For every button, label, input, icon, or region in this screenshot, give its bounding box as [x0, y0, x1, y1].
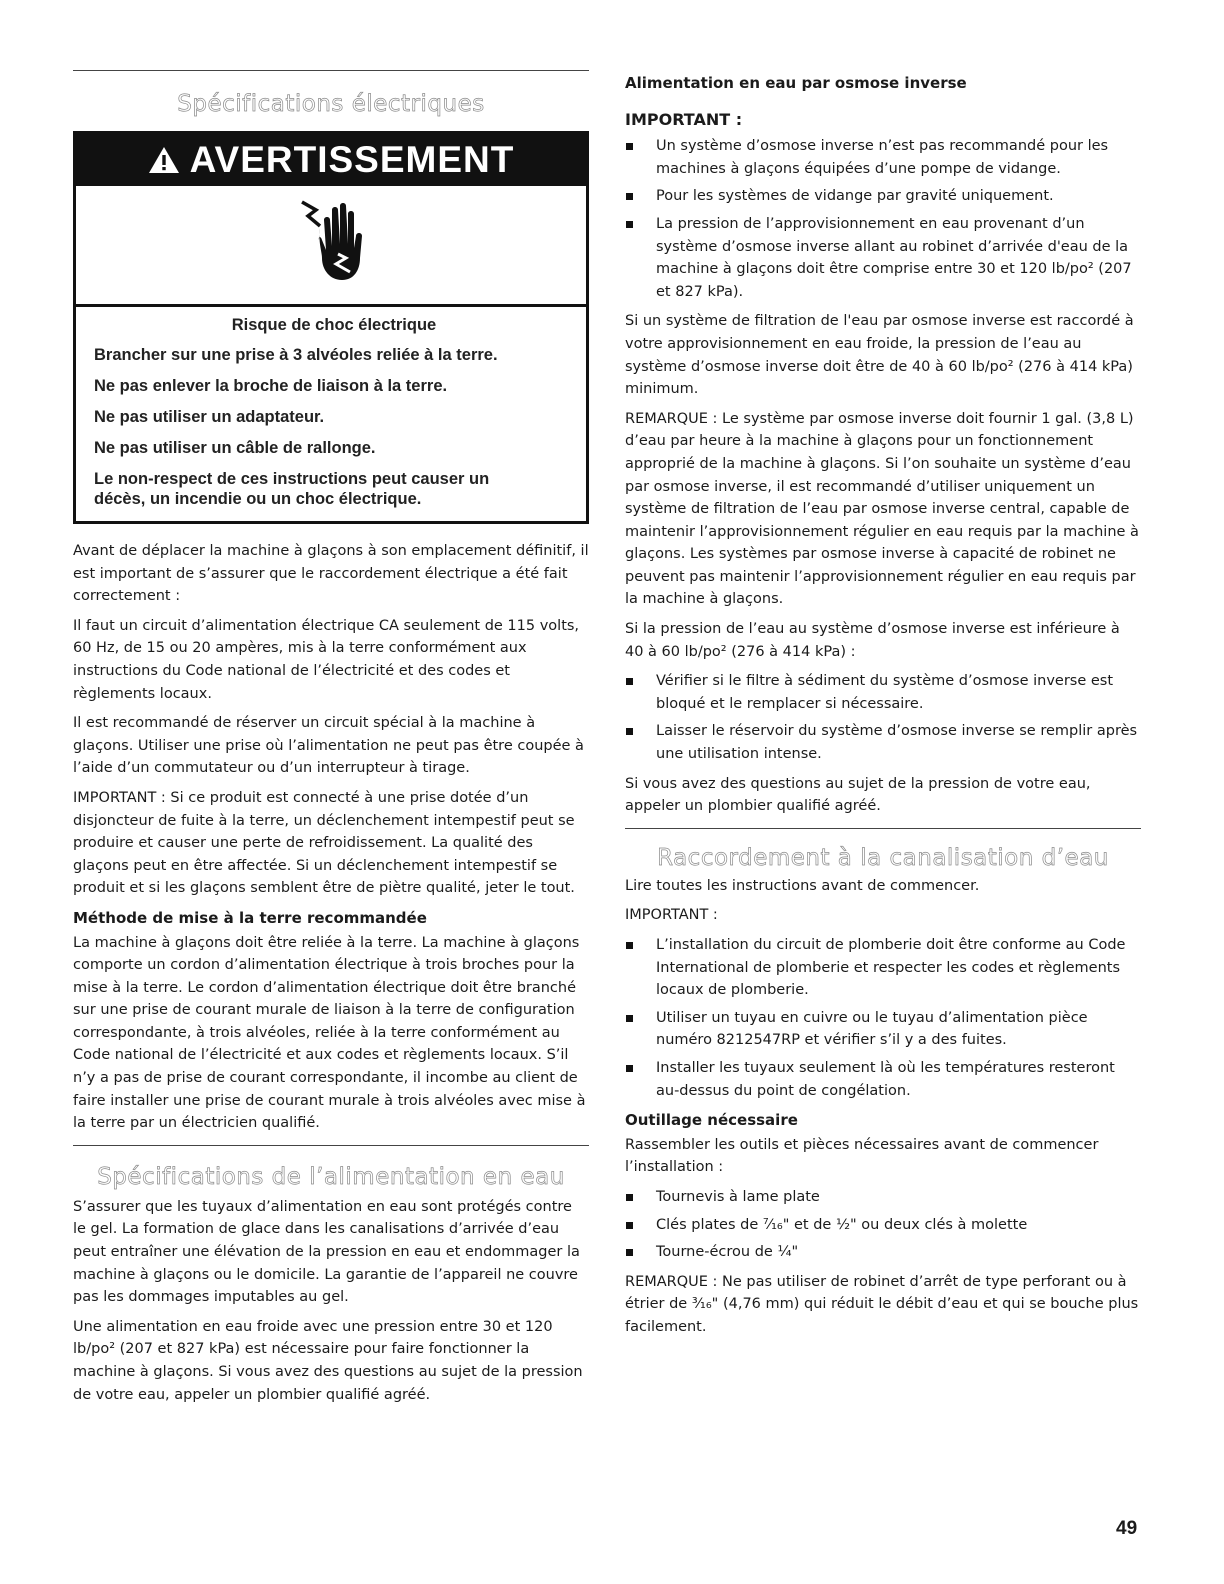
paragraph: Si la pression de l’eau au système d’osmose inverse est inférieure à 40 à 60 lb/po² (276 à 414 kPa) : — [625, 621, 1120, 660]
warning-line: Le non-respect de ces instructions peut causer un décès, un incendie ou un choc électrique. — [94, 470, 490, 508]
list-item: Pour les systèmes de vidange par gravité uniquement. — [625, 185, 1141, 208]
list-item: Un système d’osmose inverse n’est pas recommandé pour les machines à glaçons équipées d’une pompe de vidange. — [625, 135, 1141, 180]
paragraph: Rassembler les outils et pièces nécessaires avant de commencer l’installation : — [625, 1136, 1099, 1176]
section-rule — [73, 70, 589, 71]
paragraph: REMARQUE : Le système par osmose inverse doit fournir 1 gal. (3,8 L) d’eau par heure à la machine à glaçons pour un fonctionnement approprié de la machine à glaçons. Si l’on souhaite un système d’eau par osmose inverse, il est recommandé d’utiliser uniquement un système de filtration de l’eau par osmose inverse central, capable de maintenir l’approvisionnement régulier en eau requis par la machine à glaçons. Les systèmes par osmose inverse à capacité de robinet ne peuvent pas maintenir l’approvisionnement régulier en eau requis par la machine à glaçons. — [625, 410, 1139, 608]
warning-icon-area — [76, 186, 586, 307]
paragraph: Avant de déplacer la machine à glaçons à son emplacement définitif, il est important de s’assurer que le raccordement électrique a été fait correctement : — [73, 543, 589, 605]
paragraph: La machine à glaçons doit être reliée à la terre. La machine à glaçons comporte un cordon d’alimentation électrique à trois broches pour la mise à la terre. Le cordon d’alimentation électrique doit être branché sur une prise de courant murale de liaison à la terre de configuration correspondante, à trois alvéoles, reliée à la terre conformément au Code national de l’électricité et aux codes et règlements locaux. S’il n’y a pas de prise de courant correspondante, il incombe au client de faire installer une prise de courant murale à trois alvéoles avec mise à la terre par un électricien qualifié. — [73, 934, 586, 1132]
warning-line: Ne pas utiliser un adaptateur. — [94, 408, 325, 426]
reverse-osmosis-heading: Alimentation en eau par osmose inverse — [625, 74, 967, 92]
warning-line: Brancher sur une prise à 3 alvéoles reliée à la terre. — [94, 346, 498, 364]
page-number: 49 — [1116, 1518, 1138, 1539]
water-specs-title: Spécifications de l’alimentation en eau — [97, 1163, 565, 1190]
grounding-heading: Méthode de mise à la terre recommandée — [73, 908, 427, 927]
warning-body — [76, 307, 586, 521]
warning-triangle-icon — [148, 139, 190, 180]
paragraph: S’assurer que les tuyaux d’alimentation en eau sont protégés contre le gel. La formation de glace dans les canalisations d’arrivée d’eau peut entraîner une élévation de la pression en eau et endommager la machine à glaçons ou le domicile. La garantie de l’appareil ne couvre pas les dommages imputables au gel. — [73, 1198, 580, 1306]
section-rule — [73, 1145, 589, 1146]
bullet-list — [625, 135, 1141, 303]
paragraph: Il faut un circuit d’alimentation électrique CA seulement de 115 volts, 60 Hz, de 15 ou 20 ampères, mis à la terre conformément aux instructions du Code national de l’électricité et des codes et règlements locaux. — [73, 617, 580, 702]
electric-shock-hand-icon — [296, 196, 366, 294]
paragraph: Une alimentation en eau froide avec une pression entre 30 et 120 lb/po² (207 et 827 kPa) est nécessaire pour faire fonctionner la machine à glaçons. Si vous avez des questions au sujet de la pression de votre eau, appeler un plombier qualifié agréé. — [73, 1318, 583, 1403]
warning-header-text: AVERTISSEMENT — [189, 139, 515, 180]
water-connection-title: Raccordement à la canalisation d’eau — [657, 844, 1109, 871]
right-column — [625, 70, 1141, 1346]
paragraph: Lire toutes les instructions avant de commencer. — [625, 877, 980, 894]
bullet-list — [625, 1186, 1141, 1264]
warning-box — [73, 131, 589, 524]
list-item: Vérifier si le filtre à sédiment du système d’osmose inverse est bloqué et le remplacer si nécessaire. — [625, 670, 1141, 715]
list-item: L’installation du circuit de plomberie doit être conforme au Code International de plomberie et respecter les codes et règlements locaux de plomberie. — [625, 934, 1141, 1002]
paragraph: Il est recommandé de réserver un circuit spécial à la machine à glaçons. Utiliser une prise où l’alimentation ne peut pas être coupée à l’aide d’un commutateur ou d’un interrupteur à tirage. — [73, 715, 584, 777]
important-label: IMPORTANT : — [625, 109, 743, 129]
tools-heading: Outillage nécessaire — [625, 1111, 798, 1130]
paragraph: IMPORTANT : Si ce produit est connecté à une prise dotée d’un disjoncteur de fuite à la terre, un déclenchement intempestif peut se produire et causer une perte de refroidissement. La qualité des glaçons peut en être affectée. Si un déclenchement intempestif se produit et si les glaçons semblent être de piètre qualité, jeter le tout. — [73, 789, 575, 897]
list-item: Tournevis à lame plate — [625, 1186, 1141, 1209]
paragraph: REMARQUE : Ne pas utiliser de robinet d’arrêt de type perforant ou à étrier de ³⁄₁₆" (4,76 mm) qui réduit le débit d’eau et qui se bouche plus facilement. — [625, 1273, 1139, 1335]
paragraph: Si un système de filtration de l'eau par osmose inverse est raccordé à votre approvisionnement en eau froide, la pression de l’eau au système d’osmose inverse doit être de 40 à 60 lb/po² (276 à 414 kPa) minimum. — [625, 313, 1134, 398]
warning-line: Ne pas enlever la broche de liaison à la terre. — [94, 377, 448, 395]
bullet-list — [625, 934, 1141, 1102]
warning-header — [76, 134, 586, 186]
list-item: Installer les tuyaux seulement là où les températures resteront au-dessus du point de congélation. — [625, 1057, 1141, 1102]
list-item: Clés plates de ⁷⁄₁₆" et de ½" ou deux clés à molette — [625, 1214, 1141, 1237]
section-rule — [625, 828, 1141, 829]
bullet-list — [625, 670, 1141, 765]
list-item: Laisser le réservoir du système d’osmose inverse se remplir après une utilisation intense. — [625, 720, 1141, 765]
electrical-specs-title: Spécifications électriques — [177, 91, 485, 117]
list-item: Utiliser un tuyau en cuivre ou le tuyau d’alimentation pièce numéro 8212547RP et vérifier s’il y a des fuites. — [625, 1007, 1141, 1052]
warning-title: Risque de choc électrique — [231, 316, 437, 334]
left-column — [73, 70, 589, 1413]
list-item: La pression de l’approvisionnement en eau provenant d’un système d’osmose inverse allant au robinet d’arrivée d'eau de la machine à glaçons doit être comprise entre 30 et 120 lb/po² (207 et 827 kPa). — [625, 213, 1141, 303]
list-item: Tourne-écrou de ¼" — [625, 1241, 1141, 1264]
warning-line: Ne pas utiliser un câble de rallonge. — [94, 439, 376, 457]
important-label: IMPORTANT : — [625, 907, 718, 924]
paragraph: Si vous avez des questions au sujet de la pression de votre eau, appeler un plombier qualifié agréé. — [625, 775, 1091, 815]
